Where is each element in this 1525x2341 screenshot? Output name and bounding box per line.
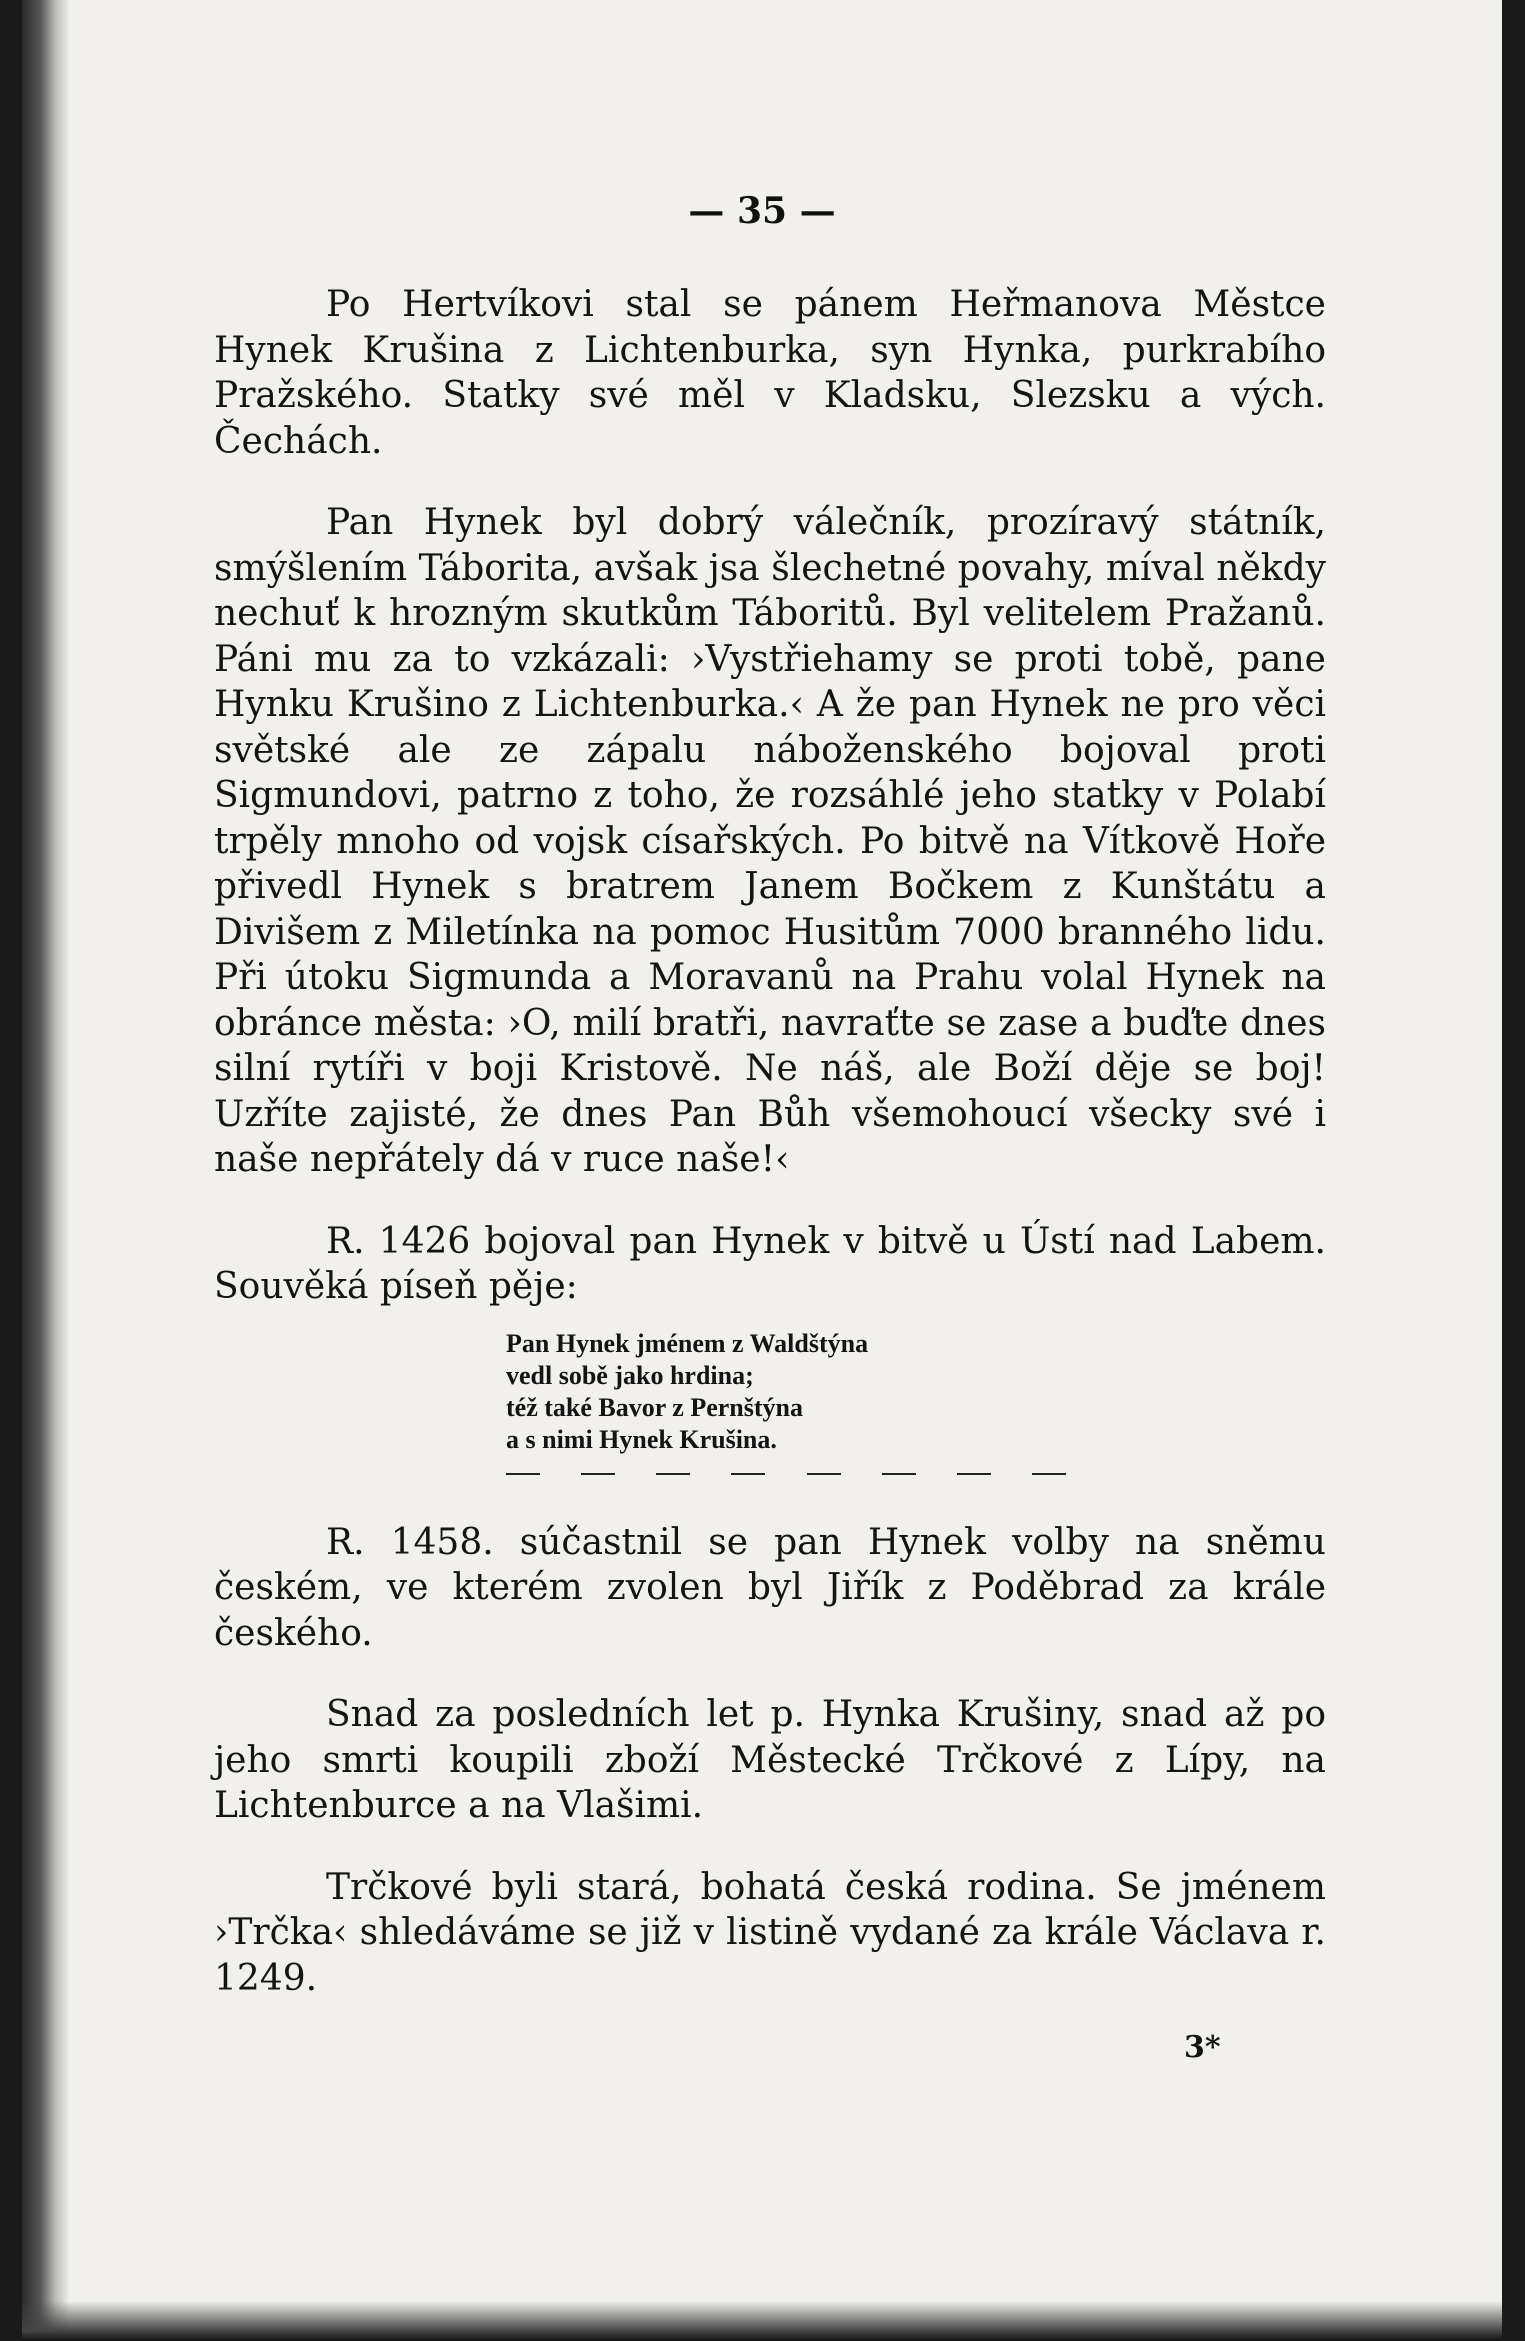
poem-line: vedl sobě jako hrdina; <box>506 1360 754 1390</box>
paragraph-1458: R. 1458. súčastnil se pan Hynek volby na sněmu českém, ve kterém zvolen byl Jiřík z Poděbrad za krále českého. <box>214 1521 1326 1654</box>
poem-line: též také Bavor z Pernštýna <box>506 1392 804 1422</box>
page-number: — 35 — <box>688 190 836 232</box>
page-bottom-shadow <box>22 2301 1502 2341</box>
book-binding-edge <box>22 0 70 2341</box>
ellipsis-dashes <box>506 1464 1066 1484</box>
paragraph-trckove-purchase: Snad za posledních let p. Hynka Krušiny, snad až po jeho smrti koupili zboží Městecké Trčkové z Lípy, na Lichtenburce a na Vlašimi. <box>214 1694 1326 1826</box>
page-text <box>214 282 1326 2001</box>
paragraph-1426: R. 1426 bojoval pan Hynek v bitvě u Ústí nad Labem. Souvěká píseň pěje: <box>214 1220 1326 1307</box>
poem-line: a s nimi Hynek Krušina. <box>506 1424 777 1454</box>
poem-quote <box>506 1328 1326 1456</box>
paragraph-hertvik: Po Hertvíkovi stal se pánem Heřmanova Městce Hynek Krušina z Lichtenburka, syn Hynka, purkrabího Pražského. Statky své měl v Kladsku, Slezsku a vých. Čechách. <box>214 284 1326 462</box>
paragraph-pan-hynek: Pan Hynek byl dobrý válečník, prozíravý státník, smýšlením Táborita, avšak jsa šlechetné povahy, míval někdy nechuť k hrozným skutkům Táboritů. Byl velitelem Pražanů. Páni mu za to vzkázali: ›Vystřiehamy se proti tobě, pane Hynku Krušino z Lichtenburka.‹ A že pan Hynek ne pro věci světské ale ze zápalu náboženského bojoval proti Sigmundovi, patrno z toho, že rozsáhlé jeho statky v Polabí trpěly mnoho od vojsk císařských. Po bitvě na Vítkově Hoře přivedl Hynek s bratrem Janem Bočkem z Kunštátu a Divišem z Miletínka na pomoc Husitům 7000 branného lidu. Při útoku Sigmunda a Moravanů na Prahu volal Hynek na obránce města: ›O, milí bratři, navraťte se zase a buďte dnes silní rytíři v boji Kristově. Ne náš, ale Boží děje se boj! Uzříte zajisté, že dnes Pan Bůh všemohoucí všecky své i naše nepřátely dá v ruce naše!‹ <box>214 502 1326 1180</box>
paragraph-trckove-family: Trčkové byli stará, bohatá česká rodina. Se jménem ›Trčka‹ shledáváme se již v listině vydané za krále Václava r. 1249. <box>214 1866 1326 1999</box>
printer-signature-mark: 3* <box>1184 2030 1221 2065</box>
poem-line: Pan Hynek jménem z Waldštýna <box>506 1328 869 1358</box>
book-page <box>22 0 1502 2341</box>
